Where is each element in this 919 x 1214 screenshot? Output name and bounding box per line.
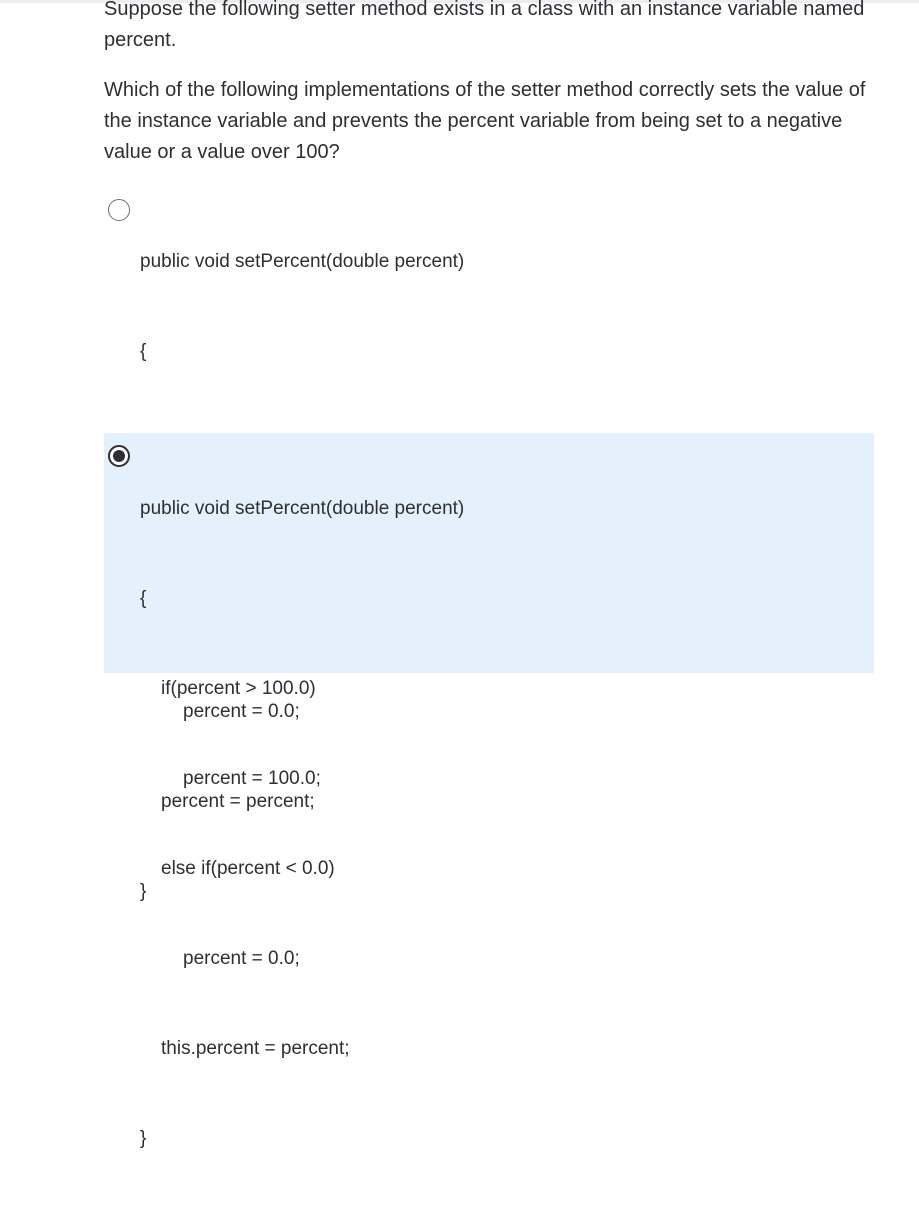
code-line: } bbox=[140, 1128, 147, 1149]
code-line: percent = 0.0; bbox=[183, 701, 300, 722]
code-block-option-2 bbox=[140, 434, 464, 1214]
code-line: } bbox=[140, 881, 147, 902]
code-line: if(percent > 100.0) bbox=[161, 678, 316, 699]
radio-button-option-1[interactable] bbox=[108, 199, 130, 221]
radio-selected-dot bbox=[113, 450, 125, 462]
code-line: percent = percent; bbox=[161, 791, 315, 812]
code-line: percent = 100.0; bbox=[183, 768, 321, 789]
code-line: public void setPercent(double percent) bbox=[140, 498, 465, 519]
code-line: { bbox=[140, 341, 147, 362]
code-line: this.percent = percent; bbox=[161, 1038, 350, 1059]
radio-button-option-2[interactable] bbox=[108, 445, 130, 467]
code-line: percent = 0.0; bbox=[183, 948, 300, 969]
question-preamble: Suppose the following setter method exists in a class with an instance variable named percent. bbox=[104, 0, 865, 51]
question-prompt: Which of the following implementations of the setter method correctly sets the value of the instance variable and prevents the percent variable from being set to a negative value or a value over 100? bbox=[104, 79, 866, 163]
answer-option-2[interactable] bbox=[104, 433, 874, 1149]
question-text bbox=[104, 0, 884, 187]
code-line: public void setPercent(double percent) bbox=[140, 251, 465, 272]
code-line: else if(percent < 0.0) bbox=[161, 858, 335, 879]
code-line: { bbox=[140, 588, 147, 609]
